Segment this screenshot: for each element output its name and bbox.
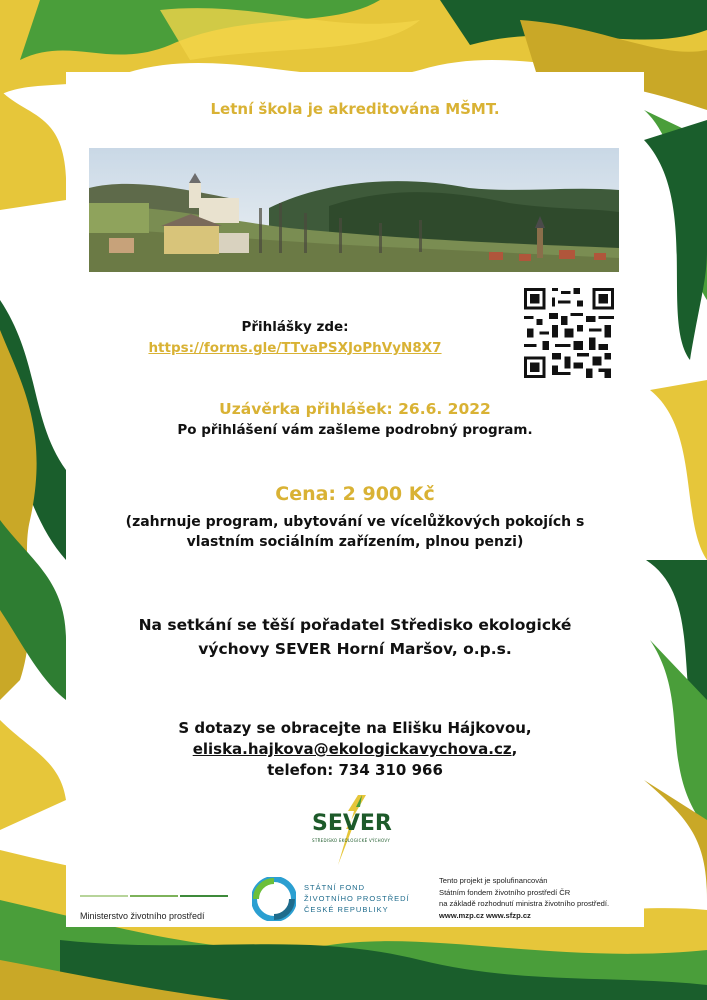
registration-link[interactable]: https://forms.gle/TTvaPSXJoPhVyN8X7: [148, 340, 442, 356]
cofin-line1: Tento projekt je spolufinancován: [439, 876, 548, 885]
organizer-line1: Na setkání se těší pořadatel Středisko ekologické: [138, 616, 572, 634]
contact-block: [66, 718, 644, 781]
mzp-logo: [80, 884, 230, 921]
flyer-card: [66, 72, 644, 927]
sfzp-line2: ŽIVOTNÍHO PROSTŘEDÍ: [304, 894, 410, 903]
sfzp-logo: [252, 877, 422, 921]
price-note: [66, 512, 644, 552]
sever-logo: [308, 795, 398, 865]
sfzp-circle-icon: [252, 877, 296, 921]
price-note-line2: vlastním sociálním zařízením, plnou penzi): [186, 534, 524, 550]
village-landscape-photo: [89, 148, 619, 272]
organizer-line2: výchovy SEVER Horní Maršov, o.p.s.: [198, 640, 512, 658]
contact-email-link[interactable]: eliska.hajkova@ekologickavychova.cz: [192, 740, 512, 758]
sfzp-line3: ČESKÉ REPUBLIKY: [304, 905, 389, 914]
sever-subtitle: STŘEDISKO EKOLOGICKÉ VÝCHOVY: [312, 838, 391, 843]
cofin-line2: Státním fondem životního prostředí ČR: [439, 887, 571, 897]
cofin-line3: na základě rozhodnutí ministra životního prostředí.: [439, 899, 610, 908]
after-registration-text: Po přihlášení vám zašleme podrobný program.: [177, 422, 533, 438]
contact-phone: telefon: 734 310 966: [267, 761, 443, 779]
contact-email-line: [66, 739, 644, 760]
cofin-web-links[interactable]: www.mzp.cz www.sfzp.cz: [439, 910, 531, 920]
price-title: Cena: 2 900 Kč: [275, 483, 435, 505]
cofinancing-note: [439, 875, 639, 921]
sfzp-text: [304, 882, 410, 915]
organizer-text: [66, 613, 644, 661]
deadline-text: Uzávěrka přihlášek: 26.6. 2022: [219, 400, 491, 418]
email-suffix: ,: [511, 740, 518, 758]
mzp-bars-icon: [80, 893, 230, 899]
sever-wordmark: SEVER: [312, 811, 392, 836]
price-note-line1: (zahrnuje program, ubytování ve vícelůžkových pokojích s: [125, 514, 585, 530]
registration-label: Přihlášky zde:: [241, 319, 349, 335]
mzp-text: Ministerstvo životního prostředí: [80, 911, 205, 921]
contact-line1: S dotazy se obracejte na Elišku Hájkovou,: [178, 719, 532, 737]
sfzp-line1: STÁTNÍ FOND: [304, 883, 365, 892]
accreditation-text: Letní škola je akreditována MŠMT.: [210, 100, 500, 118]
